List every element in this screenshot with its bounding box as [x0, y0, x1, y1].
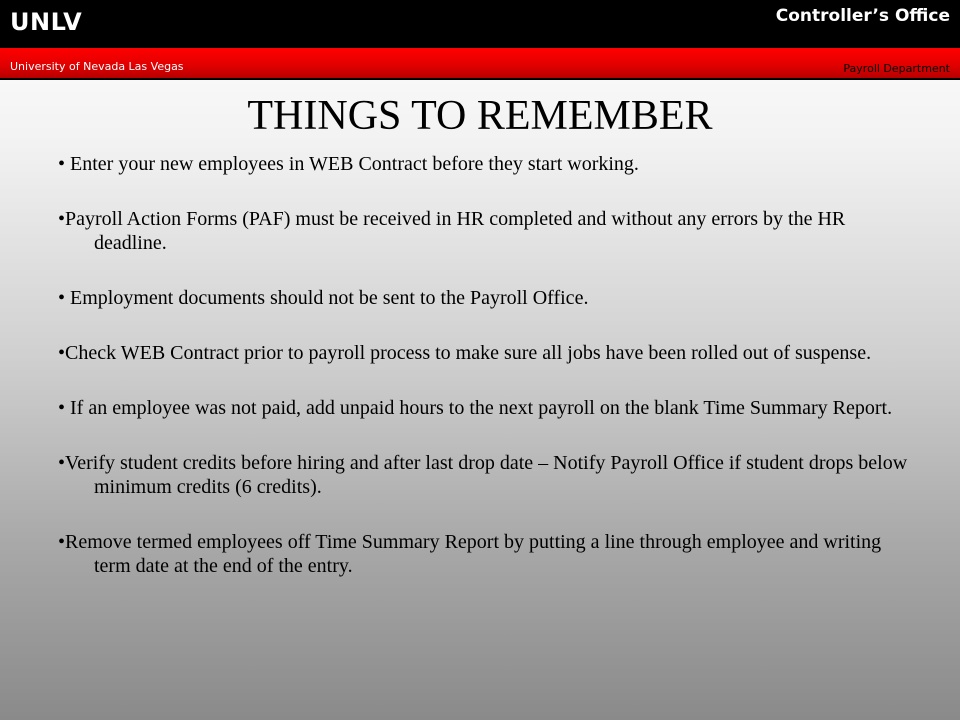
- bullet-item: • Enter your new employees in WEB Contract before they start working.: [58, 153, 639, 175]
- department-name: Payroll Department: [843, 62, 950, 75]
- bullet-item: •Payroll Action Forms (PAF) must be received in HR completed and without any errors by the HR deadline.: [58, 208, 846, 254]
- bullet-list: [58, 152, 908, 609]
- bullet-item: •Check WEB Contract prior to payroll process to make sure all jobs have been rolled out of suspense.: [58, 342, 872, 364]
- bullet-item: •Verify student credits before hiring and after last drop date – Notify Payroll Office if student drops below minimum credits (6 credits).: [58, 452, 908, 498]
- bullet-item: •Remove termed employees off Time Summary Report by putting a line through employee and writing term date at the end of the entry.: [58, 531, 882, 577]
- bullet-item: • If an employee was not paid, add unpaid hours to the next payroll on the blank Time Summary Report.: [58, 397, 893, 419]
- brand-logo-text: UNLV: [10, 8, 83, 36]
- university-name: University of Nevada Las Vegas: [10, 60, 184, 73]
- bullet-item: • Employment documents should not be sent to the Payroll Office.: [58, 287, 589, 309]
- header-divider: [0, 78, 960, 80]
- office-name: Controller’s Office: [775, 6, 950, 26]
- slide-title: THINGS TO REMEMBER: [247, 93, 713, 139]
